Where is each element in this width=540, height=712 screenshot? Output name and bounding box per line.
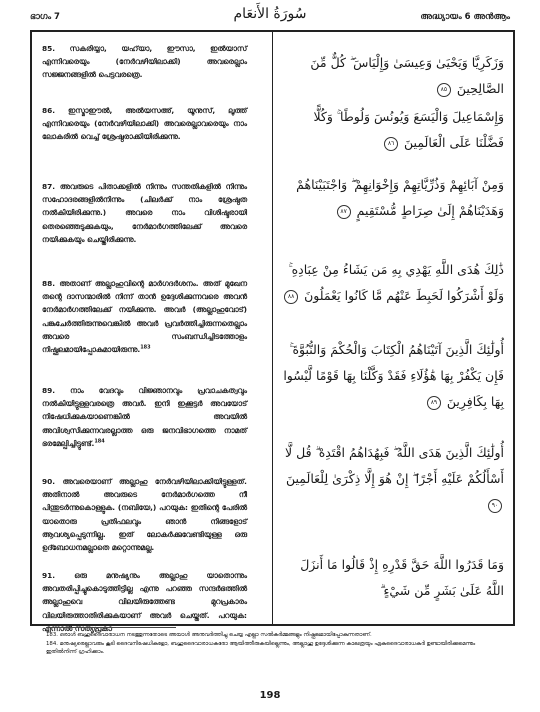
running-header (30, 6, 510, 28)
ayah-number-87: ٨٧ (337, 205, 351, 219)
verse-87-translation: 87. അവരുടെ പിതാക്കളിൽ നിന്നും സന്തതികളിൽ നിന്നും സഹോദരങ്ങളിൽനിന്നും (ചിലർക്ക് നാം ശ്രേഷ്ഠത നൽകിയിരിക്കുന്നു.) അവരെ നാം വിശിഷ്ടരായി തെരഞ്ഞെടുക്കുകയും, നേർമാർഗത്തിലേക്ക് അവരെ നയിക്കുകയും ചെയ്തിരിക്കുന്നു. (42, 182, 247, 244)
part-label: ഭാഗം 7 (30, 12, 60, 22)
verse-88-translation (42, 277, 247, 356)
verse-91-arabic-text: وَمَا قَدَرُوا اللَّهَ حَقَّ قَدْرِهِ إِذْ قَالُوا مَا أَنزَلَ اللَّهُ عَلَىٰ بَشَرٍ مِّن شَيْءٍ ۗ (300, 557, 504, 598)
surah-title-calligraphy: سُورَةُ الأَنعَام (233, 6, 307, 22)
footnote-ref-184: 184 (94, 438, 105, 445)
translation-column (32, 32, 272, 633)
page-number: 198 (259, 690, 281, 701)
verse-90-arabic (282, 440, 504, 518)
ayah-number-86: ٨٦ (384, 137, 398, 151)
verse-89-arabic-text: أُولَٰئِكَ الَّذِينَ آتَيْنَاهُمُ الْكِتَابَ وَالْحُكْمَ وَالنُّبُوَّةَ ۚ فَإِن يَكْفُرْ بِهَا هَٰؤُلَاءِ فَقَدْ وَكَّلْنَا بِهَا قَوْمًا لَّيْسُوا بِهَا بِكَافِرِينَ (283, 342, 504, 409)
verse-88-text: 88. അതാണ് അല്ലാഹുവിന്റെ മാർഗദർശനം. അത് മുഖേന തന്റെ ദാസന്മാരിൽ നിന്ന് താൻ ഉദ്ദേശിക്കുന്നവരെ അവൻ നേർമാർഗത്തിലേക്ക് നയിക്കുന്നു. അവർ (അല്ലാഹുവോട്) പങ്കുചേർത്തിരുന്നുവെങ്കിൽ അവർ പ്രവർത്തിച്ചിരുന്നതെല്ലാം അവരെ സംബന്ധിച്ചിടത്തോളം നിഷ്ഫലമായിപ്പോകുമായിരുന്നു. (42, 279, 247, 355)
chapter-label: അദ്ധ്യായം 6 അൻആം (420, 12, 510, 22)
verse-86-arabic-text: وَإِسْمَاعِيلَ وَالْيَسَعَ وَيُونُسَ وَلُوطًا ۚ وَكُلًّا فَضَّلْنَا عَلَى الْعَالَمِينَ (313, 109, 504, 150)
verse-87-arabic-text: وَمِنْ آبَائِهِمْ وَذُرِّيَّاتِهِمْ وَإِخْوَانِهِمْ ۖ وَاجْتَبَيْنَاهُمْ وَهَدَيْنَاهُمْ إِلَىٰ صِرَاطٍ مُّسْتَقِيمٍ (296, 177, 504, 218)
verse-90-translation: 90. അവരെയാണ് അല്ലാഹു നേർവഴിയിലാക്കിയിട്ടുള്ളത്. അതിനാൽ അവരുടെ നേർമാർഗത്തെ നീ പിന്തുടർന്നുകൊള്ളുക. (നബിയേ,) പറയുക: ഇതിന്റെ പേരിൽ യാതൊരു പ്രതിഫലവും ഞാൻ നിങ്ങളോട് ആവശ്യപ്പെടുന്നില്ല. ഇത് ലോകർക്കുവേണ്ടിയുള്ള ഒരു ഉദ്ബോധനമല്ലാതെ മറ്റൊന്നുമല്ല. (42, 477, 247, 553)
column-divider (272, 32, 273, 624)
footnote-ref-183: 183 (140, 344, 151, 351)
footnote-183: 183. ഒരാൾ ബഹുദൈവാരാധന നടത്തുന്നതോടെ അയാൾ അനുവർത്തിച്ചു ചെയ്യ എല്ലാ സൽകർമ്മങ്ങളും നിഷ്ഫലമായിപ്പോകുന്നതാണ്. (46, 632, 372, 638)
verse-85-arabic-text: وَزَكَرِيَّا وَيَحْيَىٰ وَعِيسَىٰ وَإِلْيَاسَ ۖ كُلٌّ مِّنَ الصَّالِحِينَ (310, 55, 504, 96)
verse-89-arabic (282, 337, 504, 415)
verse-90-arabic-text: أُولَٰئِكَ الَّذِينَ هَدَى اللَّهُ ۖ فَبِهُدَاهُمُ اقْتَدِهْ ۗ قُل لَّا أَسْأَلُكُمْ عَلَيْهِ أَجْرًا ۖ إِنْ هُوَ إِلَّا ذِكْرَىٰ لِلْعَالَمِينَ (285, 445, 504, 486)
verse-87-arabic (282, 172, 504, 224)
verse-85-arabic (282, 50, 504, 102)
verse-85-translation: 85. സകരിയ്യാ, യഹ്‌യാ, ഈസാ, ഇൽയാസ് എന്നിവരെയും (നേർവഴിയിലാക്കി) അവരെല്ലാം സജ്ജനങ്ങളിൽ പെട്ടവരത്രെ. (42, 44, 247, 80)
footnotes (46, 631, 506, 657)
verse-86-translation: 86. ഇസ്മാഈൽ, അൽയസഅ്, യൂനുസ്, ലൂത്ത് എന്നിവരെയും (നേർവഴിയിലാക്കി) അവരെല്ലാവരെയും നാം ലോകരിൽ വെച്ച് ശ്രേഷ്ഠരാക്കിയിരിക്കുന്നു. (42, 106, 247, 142)
page-frame (30, 30, 515, 633)
ayah-number-85: ٨٥ (437, 83, 451, 97)
footnote-184: 184. മനുഷ്യരെല്ലാവരും കൂടി ദൈവനിഷേധികളോ, ബഹുദൈവാരാധകരോ ആയിത്തീരുകയില്ലെന്നും, അല്ലാഹു ഉദ്ദേശിക്കുന്ന കാലത്രയും ഏകദൈവാരാധകർ ഉണ്ടായിരിക്കുമെന്നും ഇതിൽനിന്ന് ഗ്രഹിക്കാം. (46, 640, 476, 655)
verse-86-arabic (282, 104, 504, 156)
verse-91-translation: 91. ഒരു മനുഷ്യനും അല്ലാഹു യാതൊന്നും അവതരിപ്പിച്ചുകൊടുത്തിട്ടില്ല എന്നു പറഞ്ഞ സന്ദർഭത്തിൽ അല്ലാഹുവെ വിലയിരുത്തേണ്ട മുറപ്രകാരം വിലയിരുത്താതിരിക്കുകയാണ് അവർ ചെയ്തത്. പറയുക: എന്നാൽ സത്യപ്രകാ (42, 571, 247, 633)
verse-88-arabic-text: ذَٰلِكَ هُدَى اللَّهِ يَهْدِي بِهِ مَن يَشَاءُ مِنْ عِبَادِهِ ۚ وَلَوْ أَشْرَكُوا لَحَبِطَ عَنْهُم مَّا كَانُوا يَعْمَلُونَ (288, 262, 504, 303)
footnote-rule (46, 627, 176, 628)
verse-89-text: 89. നാം വേദവും വിജ്ഞാനവും പ്രവാചകത്വവും നൽകിയിട്ടുള്ളവരത്രെ അവർ. ഇനി ഇക്കൂട്ടർ അവയോട് നിഷേധിക്കുകയാണെങ്കിൽ അവയിൽ അവിശ്വസിക്കുന്നവരല്ലാത്ത ഒരു ജനവിഭാഗത്തെ നാമത് ഭരമേല്പിച്ചിട്ടുണ്ട്. (42, 386, 247, 448)
ayah-number-89: ٨٩ (427, 396, 441, 410)
ayah-number-90: ٩٠ (488, 499, 502, 513)
ayah-number-88: ٨٨ (284, 290, 298, 304)
verse-91-arabic (282, 552, 504, 604)
verse-89-translation (42, 384, 247, 450)
verse-88-arabic (282, 257, 504, 309)
arabic-column (274, 32, 513, 624)
